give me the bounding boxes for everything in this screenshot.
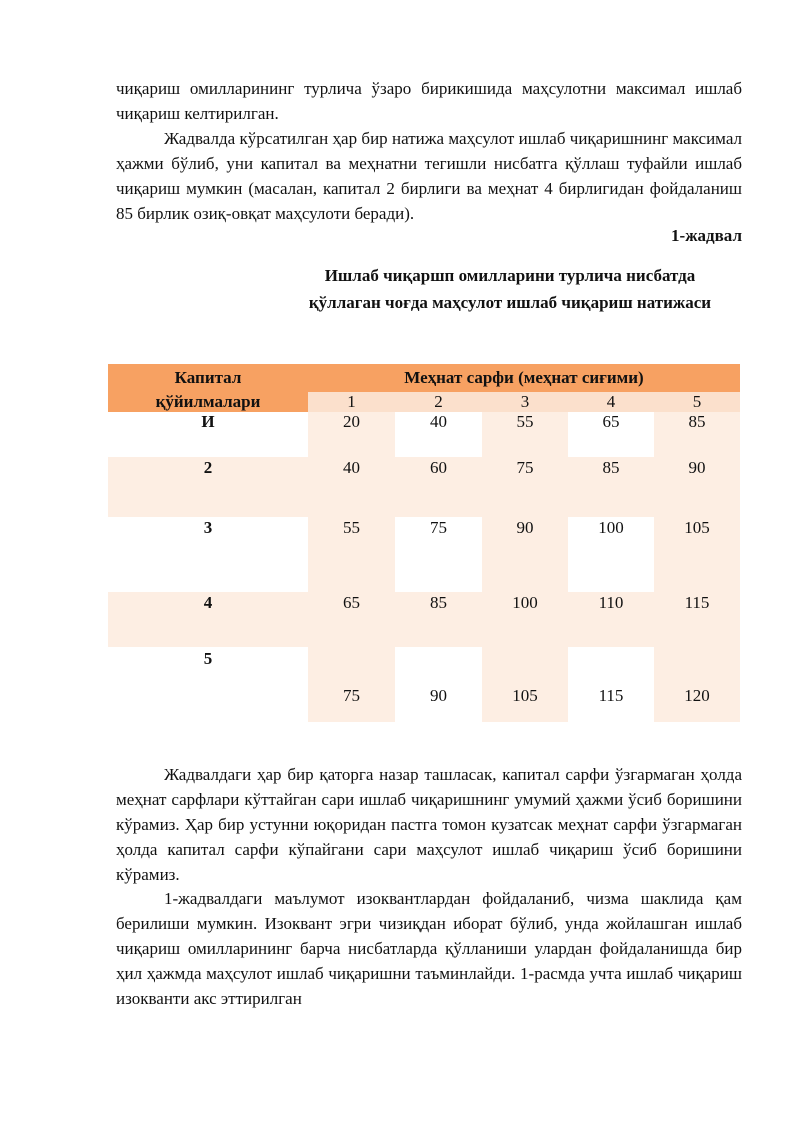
table-cell: 75 xyxy=(516,458,534,477)
table-cell: 20 xyxy=(343,412,360,431)
paragraph-intro: чиқариш омилларининг турлича ўзаро бирикишида маҳсулотни максимал ишлаб чиқариш келтирилган. xyxy=(116,79,742,123)
row-5-bg-b xyxy=(395,647,482,722)
table-cell: 60 xyxy=(430,458,447,477)
table-title-line-1: Ишлаб чиқаршп омилларини турлича нисбатда xyxy=(324,266,696,285)
table-cell: 75 xyxy=(343,686,360,705)
table-cell: 75 xyxy=(430,518,447,537)
table-cell: 120 xyxy=(684,686,710,705)
table-cell: 65 xyxy=(343,593,360,612)
row-label: И xyxy=(201,412,215,431)
table-cell: 100 xyxy=(512,593,538,612)
table-title xyxy=(260,262,760,316)
column-header: 2 xyxy=(434,392,443,411)
paragraph-table-explanation: Жадвалда кўрсатилган ҳар бир натижа маҳсулот ишлаб чиқаришнинг максимал ҳажми бўлиб, уни капитал ва меҳнатни тегишли нисбатга қўллаш туфайли ишлаб чиқариш мумкин (масалан, капитал 2 бирлиги ва меҳнат 4 бирлигидан фойдаланиш 85 бирлик озиқ-овқат маҳсулоти беради). xyxy=(116,129,742,223)
production-table xyxy=(108,364,740,722)
table-cell: 65 xyxy=(602,412,620,431)
table-cell: 40 xyxy=(343,458,360,477)
table-cell: 105 xyxy=(512,686,538,705)
table-cell: 85 xyxy=(430,593,447,612)
table-cell: 40 xyxy=(430,412,447,431)
table-cell: 55 xyxy=(516,412,534,431)
table-cell: 110 xyxy=(598,593,624,612)
paragraph-table-analysis: Жадвалдаги ҳар бир қаторга назар ташласак, капитал сарфи ўзгармаган ҳолда меҳнат сарфлари кўттайган сари ишлаб чиқаришнинг умумий ҳажми ўсиб боришини кўрамиз. Ҳар бир устунни юқоридан пастга томон кузатсак меҳнат сарфи ўзгармаган ҳолда капитал сарфи кўпайгани сари маҳсулот ишлаб чиқариш ўсиб боришини кўрамиз. xyxy=(116,765,742,884)
table-cell: 115 xyxy=(598,686,624,705)
table-cell: 85 xyxy=(688,412,706,431)
column-group-header: Меҳнат сарфи (меҳнат сиғими) xyxy=(404,368,644,387)
row-label: 4 xyxy=(203,593,213,612)
row-header-line-2: қўйилмалари xyxy=(155,392,261,411)
row-5-bg-d xyxy=(568,647,654,722)
table-title-line-2: қўллаган чоғда маҳсулот ишлаб чиқариш натижаси xyxy=(308,293,712,312)
table-cell: 105 xyxy=(684,518,710,537)
table-cell: 90 xyxy=(430,686,447,705)
table-cell: 85 xyxy=(602,458,620,477)
column-header: 1 xyxy=(347,392,356,411)
table-cell: 90 xyxy=(688,458,706,477)
row-5-bg-a xyxy=(308,647,395,722)
row-header-line-1: Капитал xyxy=(174,368,242,387)
row-5-bg-c xyxy=(482,647,568,722)
table-cell: 100 xyxy=(598,518,624,537)
column-header: 3 xyxy=(520,392,530,411)
table-cell: 55 xyxy=(343,518,360,537)
row-5-bg-e xyxy=(654,647,740,722)
column-header: 4 xyxy=(606,392,616,411)
table-cell: 90 xyxy=(516,518,534,537)
row-label: 2 xyxy=(203,458,213,477)
row-label: 3 xyxy=(203,518,213,537)
column-header: 5 xyxy=(692,392,702,411)
paragraph-isoquant: 1-жадвалдаги маълумот изоквантлардан фойдаланиб, чизма шаклида қам берилиши мумкин. Изоквант эгри чизиқдан иборат бўлиб, унда жойлашган ишлаб чиқариш омилларининг барча нисбатларда қўлланиши улардан фойдаланишда бир ҳил ҳажмда маҳсулот ишлаб чиқаришни таъминлайди. 1-расмда учта ишлаб чиқариш изокванти акс эттирилган xyxy=(116,889,742,1008)
table-cell: 115 xyxy=(684,593,710,612)
row-label: 5 xyxy=(203,649,213,668)
table-number-label: 1-жадвал xyxy=(671,226,742,245)
